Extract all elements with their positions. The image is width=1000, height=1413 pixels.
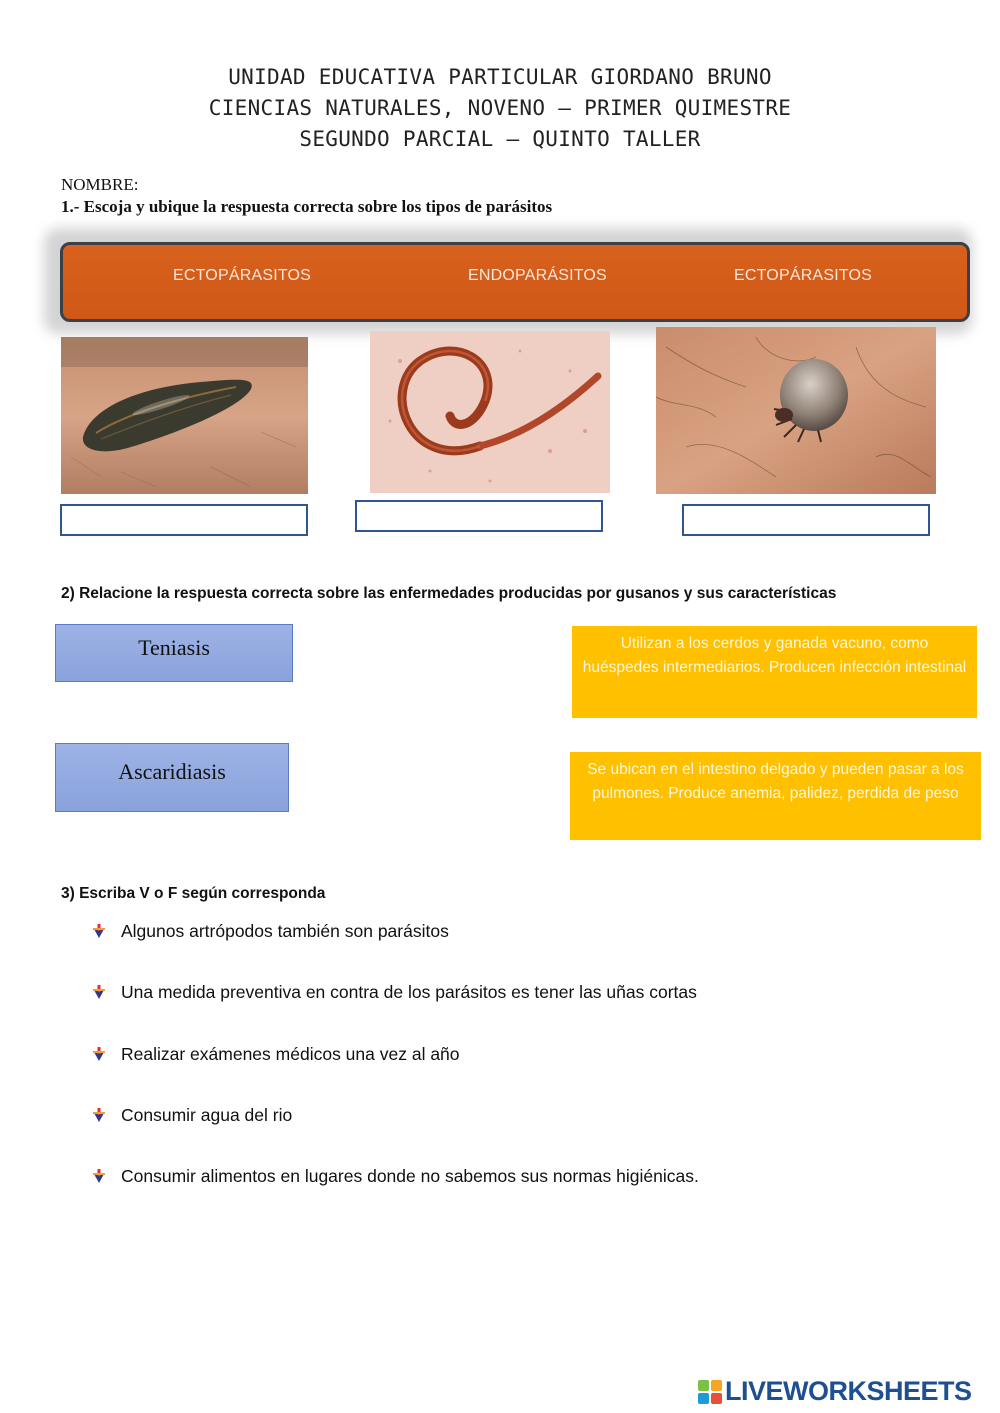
definition-2[interactable]: Se ubican en el intestino delgado y pueden pasar a los pulmones. Produce anemia, palidez, perdida de peso (570, 752, 981, 840)
statement-3-text: Realizar exámenes médicos una vez al año (121, 1044, 460, 1064)
option-ectoparasitos-1[interactable]: ECTOPÁRASITOS (173, 267, 312, 284)
answer-box-3[interactable] (682, 504, 930, 536)
term-teniasis[interactable]: Teniasis (55, 624, 293, 682)
name-label: NOMBRE: (61, 175, 139, 194)
question-1-title: 1.- Escoja y ubique la respuesta correcta sobre los tipos de parásitos (61, 197, 553, 216)
worksheet-header (0, 62, 1000, 155)
leech-image (61, 337, 308, 494)
statement-3 (90, 1044, 460, 1065)
question-2-title: 2) Relacione la respuesta correcta sobre las enfermedades producidas por gusanos y sus características (61, 585, 837, 602)
definition-1[interactable]: Utilizan a los cerdos y ganada vacuno, como huéspedes intermediarios. Producen infección intestinal (572, 626, 977, 718)
subject-line: CIENCIAS NATURALES, NOVENO – PRIMER QUIMESTRE (208, 96, 792, 120)
arrow-bullet-icon (90, 1046, 108, 1064)
statement-1-text: Algunos artrópodos también son parásitos (121, 921, 449, 941)
statement-5 (90, 1166, 699, 1187)
arrow-bullet-icon (90, 984, 108, 1002)
statement-4-text: Consumir agua del rio (121, 1105, 293, 1125)
answer-box-2[interactable] (355, 500, 603, 532)
liveworksheets-logo (698, 1376, 972, 1407)
option-endoparasitos[interactable]: ENDOPARÁSITOS (468, 267, 607, 284)
answer-box-1[interactable] (60, 504, 308, 536)
workshop-line: SEGUNDO PARCIAL – QUINTO TALLER (299, 127, 701, 151)
options-banner (60, 242, 970, 322)
arrow-bullet-icon (90, 1107, 108, 1125)
option-ectoparasitos-2[interactable]: ECTOPÁRASITOS (734, 267, 873, 284)
arrow-bullet-icon (90, 923, 108, 941)
liveworksheets-logo-icon (698, 1380, 722, 1404)
tick-image (656, 327, 936, 494)
school-name: UNIDAD EDUCATIVA PARTICULAR GIORDANO BRUNO (228, 65, 772, 89)
term-ascaridiasis[interactable]: Ascaridiasis (55, 743, 289, 812)
statement-4 (90, 1105, 292, 1126)
arrow-bullet-icon (90, 1168, 108, 1186)
statement-1 (90, 921, 449, 942)
question-3-title: 3) Escriba V o F según corresponda (61, 885, 326, 902)
brand-text: LIVEWORKSHEETS (725, 1376, 972, 1406)
roundworm-image (370, 331, 610, 493)
statement-2-text: Una medida preventiva en contra de los parásitos es tener las uñas cortas (121, 982, 697, 1002)
statement-2 (90, 982, 697, 1003)
statement-5-text: Consumir alimentos en lugares donde no sabemos sus normas higiénicas. (121, 1166, 699, 1186)
